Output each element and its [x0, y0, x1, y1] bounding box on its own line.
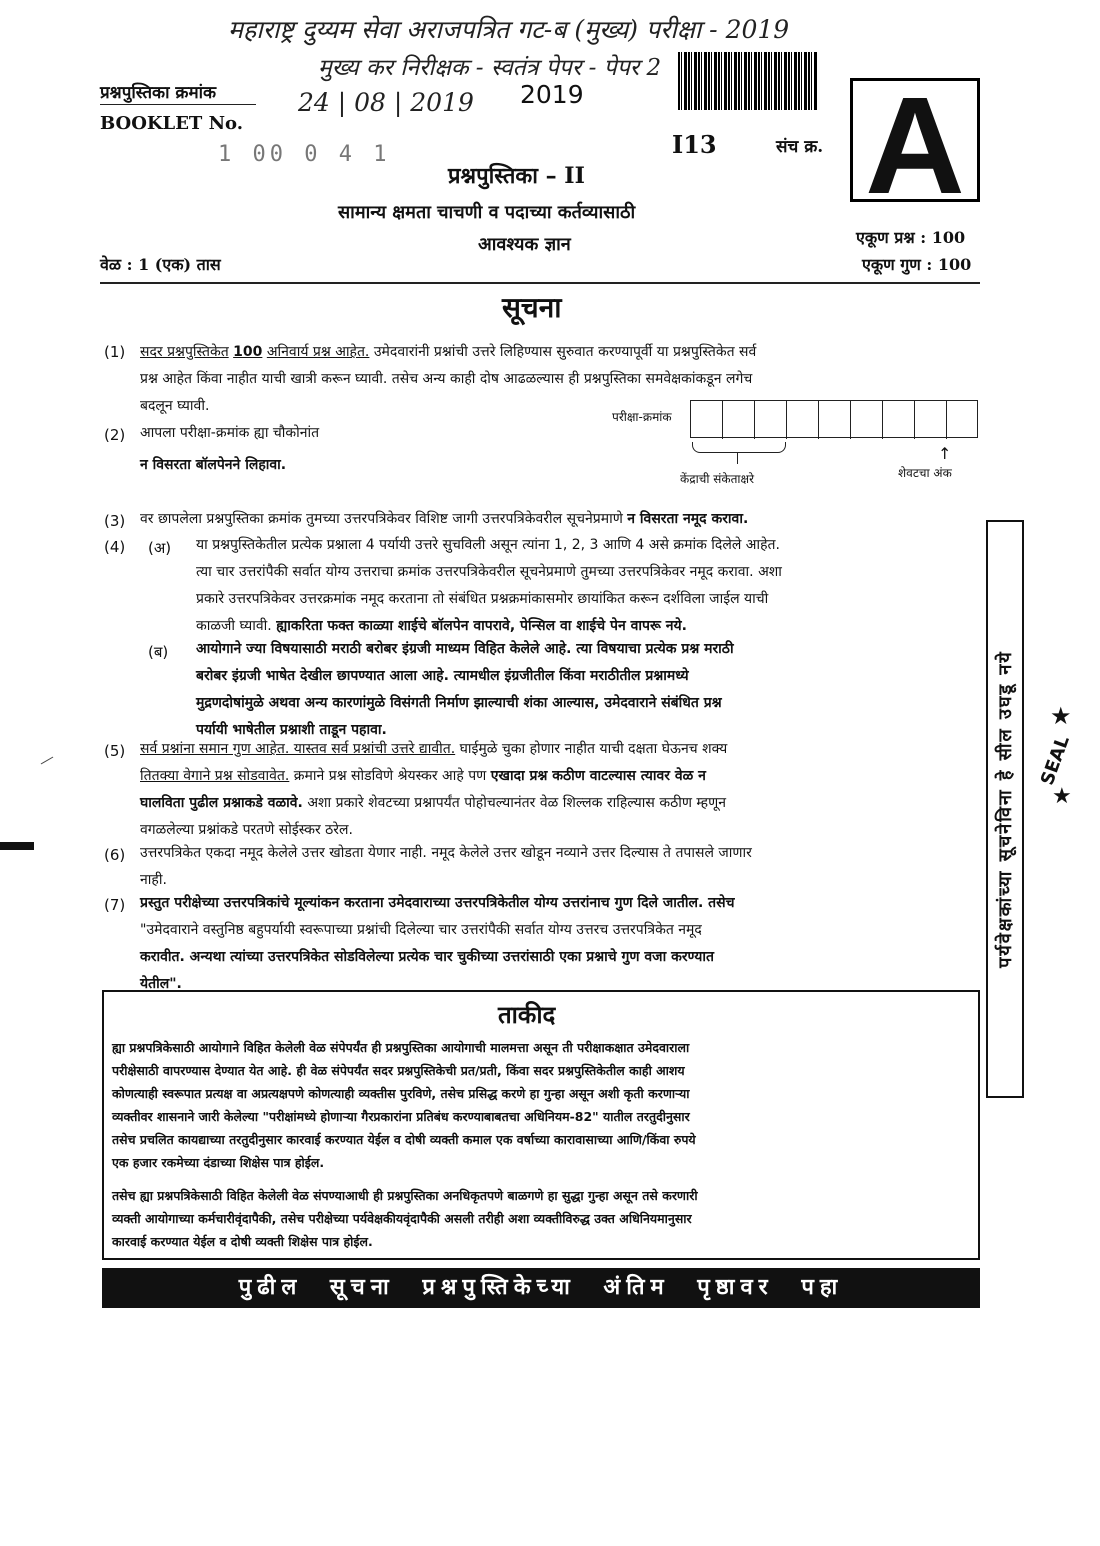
booklet-label-mr: प्रश्नपुस्तिका क्रमांक: [100, 83, 217, 103]
instruction-5-text-b: घाईमुळे चुका होणार नाहीत याची दक्षता घेऊनच शक्य: [459, 741, 728, 757]
instruction-4a-line-2: त्या चार उत्तरांपैकी सर्वात योग्य उत्तराचा क्रमांक उत्तरपत्रिकेवरील सूचनेप्रमाणे तुमच्या उत्तरपत्रिकेवर नमूद करावा. अशा: [196, 564, 782, 580]
instruction-4-sub-a: (अ): [148, 539, 172, 557]
warning-p1-line-5: तसेच प्रचलित कायद्याच्या तरतुदीनुसार कारवाई करण्यात येईल व दोषी व्यक्ती कमाल एक वर्षाच्या कारावासाच्या आणि/किंवा रुपये: [112, 1132, 696, 1147]
instruction-6: [140, 840, 978, 894]
warning-p1-line-4: व्यक्तीवर शासनाने जारी केलेल्या "परीक्षांमध्ये होणाऱ्या गैरप्रकारांना प्रतिबंध करण्याबाबतचा अधिनियम-82" यातील तरतुदीनुसार: [112, 1109, 690, 1124]
warning-p2-line-1: तसेच ह्या प्रश्नपत्रिकेसाठी विहित केलेली वेळ संपण्याआधी ही प्रश्नपुस्तिका अनधिकृतपणे बाळगणे हा सुद्धा गुन्हा असून तसे करणारी: [112, 1188, 698, 1203]
set-label: संच क्र.: [776, 137, 824, 157]
exam-number-cell[interactable]: [915, 401, 947, 439]
seal-star-icon: ★: [1052, 784, 1072, 809]
exam-number-cell[interactable]: [691, 401, 723, 439]
handwritten-exam-title: महाराष्ट्र दुय्यम सेवा अराजपत्रित गट-ब (मुख्य) परीक्षा - 2019: [228, 15, 790, 44]
booklet-title: प्रश्नपुस्तिका – II: [448, 163, 585, 189]
instruction-5: [140, 736, 978, 844]
warning-title: ताकीद: [498, 1000, 556, 1029]
instruction-5-text-e: एखादा प्रश्न कठीण वाटल्यास त्यावर वेळ न: [490, 768, 706, 784]
exam-number-cell[interactable]: [787, 401, 819, 439]
exam-number-cell[interactable]: [883, 401, 915, 439]
exam-number-cell[interactable]: [755, 401, 787, 439]
instruction-number-1: (1): [104, 343, 126, 361]
instruction-4a-line-3: प्रकारे उत्तरपत्रिकेवर उत्तरक्रमांक नमूद करताना तो संबंधित प्रश्नक्रमांकासमोर छायांकित करून दर्शविला जाईल याची: [196, 591, 769, 607]
instruction-number-7: (7): [104, 896, 126, 914]
instruction-5-text-c: तितक्या वेगाने प्रश्न सोडवावेत.: [140, 768, 290, 784]
seal-star-icon: ★: [1050, 702, 1072, 730]
booklet-subtitle-1: सामान्य क्षमता चाचणी व पदाच्या कर्तव्यासाठी: [338, 202, 636, 223]
instruction-number-6: (6): [104, 846, 126, 864]
instruction-4-sub-b: (ब): [148, 643, 169, 661]
instruction-4a: [196, 532, 976, 640]
instructions-heading: सूचना: [502, 291, 562, 324]
total-questions: एकूण प्रश्न : 100: [856, 228, 966, 247]
instruction-4a-line-4: काळजी घ्यावी.: [196, 618, 272, 634]
instruction-4b-line-4: पर्यायी भाषेतील प्रश्नाशी ताडून पहावा.: [196, 722, 387, 738]
footer-banner: पुढील सूचना प्रश्नपुस्तिकेच्या अंतिम पृष्ठावर पहा: [102, 1268, 980, 1308]
warning-p2-line-3: कारवाई करण्यात येईल व दोषी व्यक्ती शिक्षेस पात्र होईल.: [112, 1234, 373, 1249]
instruction-6-line-2: नाही.: [140, 872, 167, 888]
instruction-3: [140, 506, 748, 533]
booklet-subtitle-2: आवश्यक ज्ञान: [478, 234, 571, 255]
instruction-7-line-1: प्रस्तुत परीक्षेच्या उत्तरपत्रिकांचे मूल्यांकन करताना उमेदवाराच्या उत्तरपत्रिकेतील योग्य उत्तरांनाच गुण दिले जातील. तसेच: [140, 895, 735, 911]
tick-mark: [41, 757, 54, 765]
instruction-1-count: 100: [233, 344, 263, 360]
booklet-label-underline: [100, 104, 256, 105]
instruction-3-emphasis: न विसरता नमूद करावा.: [627, 511, 749, 527]
instruction-4a-line-1: या प्रश्नपुस्तिकेतील प्रत्येक प्रश्नाला 4 पर्यायी उत्तरे सुचविली असून त्यांना 1, 2, 3 आणि 4 असे क्रमांक दिलेले आहेत.: [196, 537, 780, 553]
handwritten-date: 24 | 08 | 2019: [298, 88, 474, 117]
time-allowed: वेळ : 1 (एक) तास: [100, 255, 221, 274]
instruction-1-text-c: अनिवार्य प्रश्न आहेत.: [266, 344, 370, 360]
instruction-1-line-3: बदलून घ्यावी.: [140, 398, 210, 414]
instruction-6-line-1: उत्तरपत्रिकेत एकदा नमूद केलेले उत्तर खोडता येणार नाही. नमूद केलेले उत्तर खोडून नव्याने उत्तर दिल्यास ते तपासले जाणार: [140, 845, 752, 861]
exam-number-cell[interactable]: [819, 401, 851, 439]
instruction-3-text: वर छापलेला प्रश्नपुस्तिका क्रमांक तुमच्या उत्तरपत्रिकेवर विशिष्ट जागी उत्तरपत्रिकेवरील सूचनेप्रमाणे: [140, 511, 623, 527]
paper-code: I13: [672, 130, 717, 159]
instruction-number-4: (4): [104, 538, 126, 556]
instruction-2-line-2: न विसरता बॉलपेनने लिहावा.: [140, 457, 287, 473]
warning-p1-line-6: एक हजार रकमेच्या दंडाच्या शिक्षेस पात्र होईल.: [112, 1155, 325, 1170]
side-seal-strip: [986, 520, 1024, 1098]
instruction-1-text-a: सदर प्रश्नपुस्तिकेत: [140, 344, 229, 360]
exam-number-cell[interactable]: [851, 401, 883, 439]
year-label: 2019: [520, 80, 584, 109]
exam-number-cell[interactable]: [723, 401, 755, 439]
warning-p1-line-1: ह्या प्रश्नपत्रिकेसाठी आयोगाने विहित केलेली वेळ संपेपर्यंत ही प्रश्नपुस्तिका आयोगाची मालमत्ता असून ती परीक्षाकक्षात उमेदवाराला: [112, 1040, 690, 1055]
booklet-label-en: BOOKLET No.: [100, 113, 243, 134]
center-code-label: केंद्राची संकेताक्षरे: [680, 472, 755, 486]
warning-p2-line-2: व्यक्ती आयोगाच्या कर्मचारीवृंदापैकी, तसेच परीक्षेच्या पर्यवेक्षकीयवृंदापैकी असली तरीही अशा व्यक्तीविरुद्ध उक्त अधिनियमानुसार: [112, 1211, 692, 1226]
instruction-5-text-g: अशा प्रकारे शेवटच्या प्रश्नापर्यंत पोहोचल्यानंतर वेळ शिल्लक राहिल्यास कठीण म्हणून: [307, 795, 726, 811]
instruction-4a-emphasis: ह्याकरिता फक्त काळ्या शाईचे बॉलपेन वापरावे, पेन्सिल वा शाईचे पेन वापरू नये.: [276, 618, 687, 634]
instruction-5-text-d: क्रमाने प्रश्न सोडविणे श्रेयस्कर आहे पण: [293, 768, 487, 784]
instruction-number-5: (5): [104, 742, 126, 760]
warning-p1-line-2: परीक्षेसाठी वापरण्यास देण्यात येत आहे. ही वेळ संपेपर्यंत सदर प्रश्नपुस्तिकेची प्रत/प्रती, किंवा सदर प्रश्नपुस्तिकेतील काही आशय: [112, 1063, 685, 1078]
instruction-number-2: (2): [104, 426, 126, 444]
set-letter-box: [850, 69, 980, 223]
exam-number-cell[interactable]: [947, 401, 979, 439]
brace-tick: [737, 452, 738, 464]
seal-label: SEAL: [1036, 733, 1074, 788]
instruction-4b-line-2: बरोबर इंग्रजी भाषेत देखील छापण्यात आला आहे. त्यामधील इंग्रजीतील किंवा मराठीतील प्रश्नामध्ये: [196, 668, 689, 684]
warning-p1-line-3: कोणत्याही स्वरूपात प्रत्यक्ष वा अप्रत्यक्षपणे कोणत्याही व्यक्तीस पुरविणे, तसेच प्रसिद्ध करणे हा गुन्हा असून अशी कृती करणाऱ्या: [112, 1086, 690, 1101]
header-divider: [100, 282, 980, 284]
side-seal-text: पर्यवेक्षकांच्या सूचनेविना हे सील उघडू नये: [995, 650, 1016, 968]
last-digit-arrow: ↑: [938, 444, 952, 463]
last-digit-label: शेवटचा अंक: [898, 466, 952, 480]
set-letter: A: [865, 69, 965, 223]
instruction-5-text-a: सर्व प्रश्नांना समान गुण आहेत. यास्तव सर्व प्रश्नांची उत्तरे द्यावीत.: [140, 741, 456, 757]
exam-number-box[interactable]: [690, 400, 978, 438]
instruction-7-line-4: येतील".: [140, 976, 182, 992]
instruction-4b-line-1: आयोगाने ज्या विषयासाठी मराठी बरोबर इंग्रजी माध्यम विहित केलेले आहे. त्या विषयाचा प्रत्येक प्रश्न मराठी: [196, 641, 734, 657]
total-marks: एकूण गुण : 100: [862, 255, 972, 274]
instruction-4b-line-3: मुद्रणदोषांमुळे अथवा अन्य कारणांमुळे विसंगती निर्माण झाल्याची शंका आल्यास, उमेदवाराने संबंधित प्रश्न: [196, 695, 722, 711]
instruction-1-text-d: उमेदवारांनी प्रश्नांची उत्तरे लिहिण्यास सुरुवात करण्यापूर्वी या प्रश्नपुस्तिकेत सर्व: [373, 344, 757, 360]
punch-mark: [0, 842, 34, 850]
handwritten-paper-title: मुख्य कर निरीक्षक - स्वतंत्र पेपर - पेपर 2: [318, 55, 662, 81]
instruction-7-line-2: "उमेदवाराने वस्तुनिष्ठ बहुपर्यायी स्वरूपाच्या प्रश्नांची दिलेल्या चार उत्तरांपैकी सर्वात योग्य उत्तरच उत्तरपत्रिकेत नमूद: [140, 922, 702, 938]
booklet-number: 1 00 0 4 1: [218, 142, 391, 167]
instruction-5-line-4: वगळलेल्या प्रश्नांकडे परतणे सोईस्कर ठरेल.: [140, 822, 353, 838]
exam-number-label: परीक्षा-क्रमांक: [612, 410, 672, 424]
instruction-number-3: (3): [104, 512, 126, 530]
warning-text: [112, 1036, 974, 1253]
instruction-4b: [196, 636, 976, 744]
barcode: [678, 52, 818, 110]
instruction-7: [140, 890, 978, 998]
exam-number-brace: [692, 442, 786, 453]
instruction-2-line-1: आपला परीक्षा-क्रमांक ह्या चौकोनांत: [140, 425, 320, 441]
instruction-7-line-3: करावीत. अन्यथा त्यांच्या उत्तरपत्रिकेत सोडविलेल्या प्रत्येक चार चुकीच्या उत्तरांसाठी एका प्रश्नाचे गुण वजा करण्यात: [140, 949, 714, 965]
instruction-1-line-2: प्रश्न आहेत किंवा नाहीत याची खात्री करून घ्यावी. तसेच अन्य काही दोष आढळल्यास ही प्रश्नपुस्तिका समवेक्षकांकडून लगेच: [140, 371, 753, 387]
instruction-5-text-f: घालविता पुढील प्रश्नाकडे वळावे.: [140, 795, 303, 811]
